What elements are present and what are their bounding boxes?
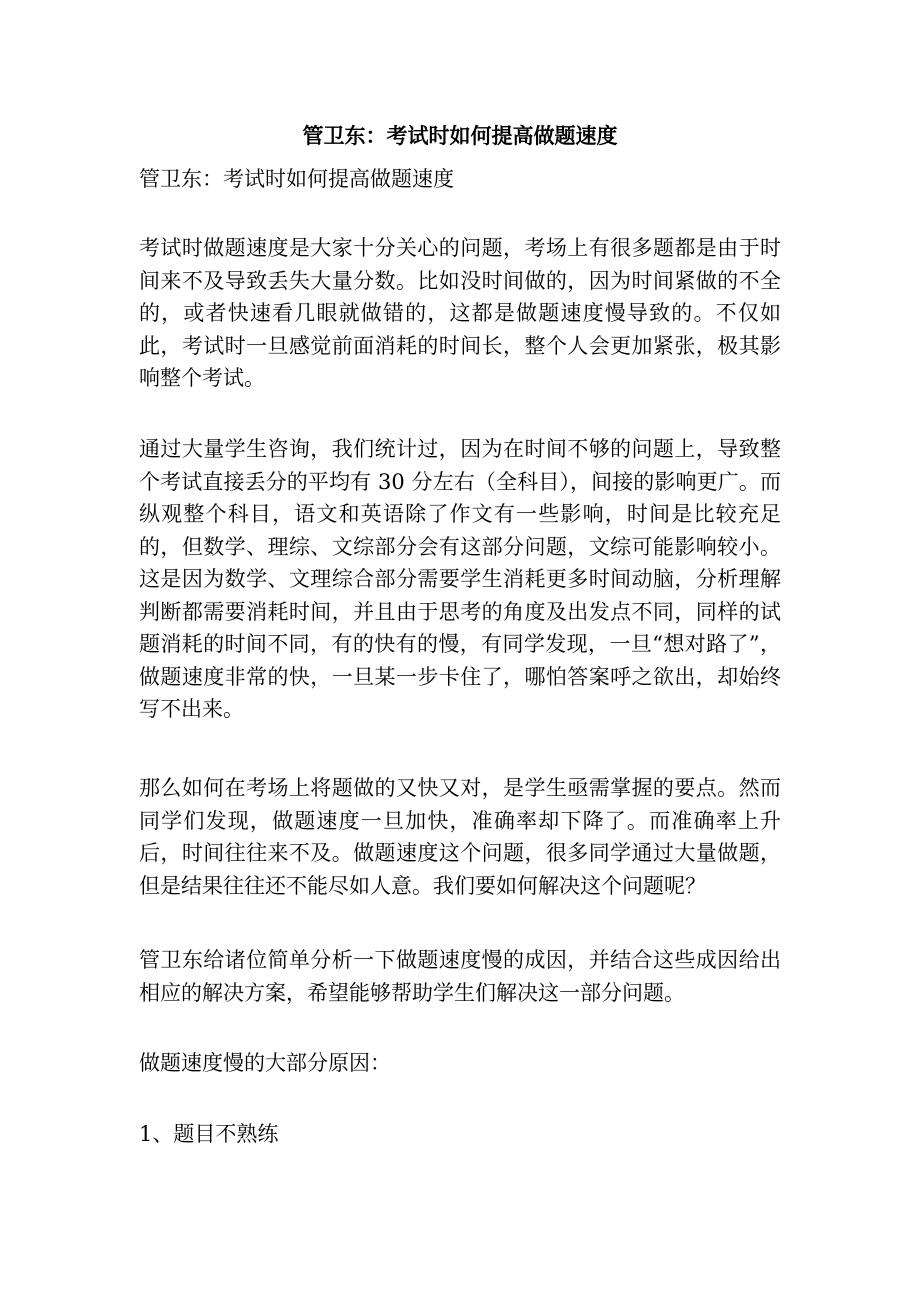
body-paragraph: 管卫东给诸位简单分析一下做题速度慢的成因，并结合这些成因给出相应的解决方案，希望能够帮助学生们解决这一部分问题。 [139, 948, 781, 1005]
body-paragraph: 那么如何在考场上将题做的又快又对，是学生亟需掌握的要点。然而同学们发现，做题速度一旦加快，准确率却下降了。而准确率上升后，时间往往来不及。做题速度这个问题，很多同学通过大量做题，但是结果往往还不能尽如人意。我们要如何解决这个问题呢？ [139, 776, 781, 898]
list-item-heading: 1、题目不熟练 [139, 1122, 279, 1146]
body-paragraph: 通过大量学生咨询，我们统计过，因为在时间不够的问题上，导致整个考试直接丢分的平均有 30 分左右（全科目），间接的影响更广。而纵观整个科目，语文和英语除了作文有一些影响，时间是比较充足的，但数学、理综、文综部分会有这部分问题，文综可能影响较小。这是因为数学、文理综合部分需要学生消耗更多时间动脑，分析理解判断都需要消耗时间，并且由于思考的角度及出发点不同，同样的试题消耗的时间不同，有的快有的慢，有同学发现，一旦“想对路了”，做题速度非常的快，一旦某一步卡住了，哪怕答案呼之欲出，却始终写不出来。 [139, 437, 781, 721]
body-paragraph: 考试时做题速度是大家十分关心的问题，考场上有很多题都是由于时间来不及导致丢失大量分数。比如没时间做的，因为时间紧做的不全的，或者快速看几眼就做错的，这都是做题速度慢导致的。不仅如此，考试时一旦感觉前面消耗的时间长，整个人会更加紧张，极其影响整个考试。 [139, 236, 781, 390]
subtitle-paragraph: 管卫东：考试时如何提高做题速度 [139, 167, 454, 191]
document-title: 管卫东：考试时如何提高做题速度 [302, 123, 618, 148]
section-heading: 做题速度慢的大部分原因： [139, 1051, 391, 1075]
